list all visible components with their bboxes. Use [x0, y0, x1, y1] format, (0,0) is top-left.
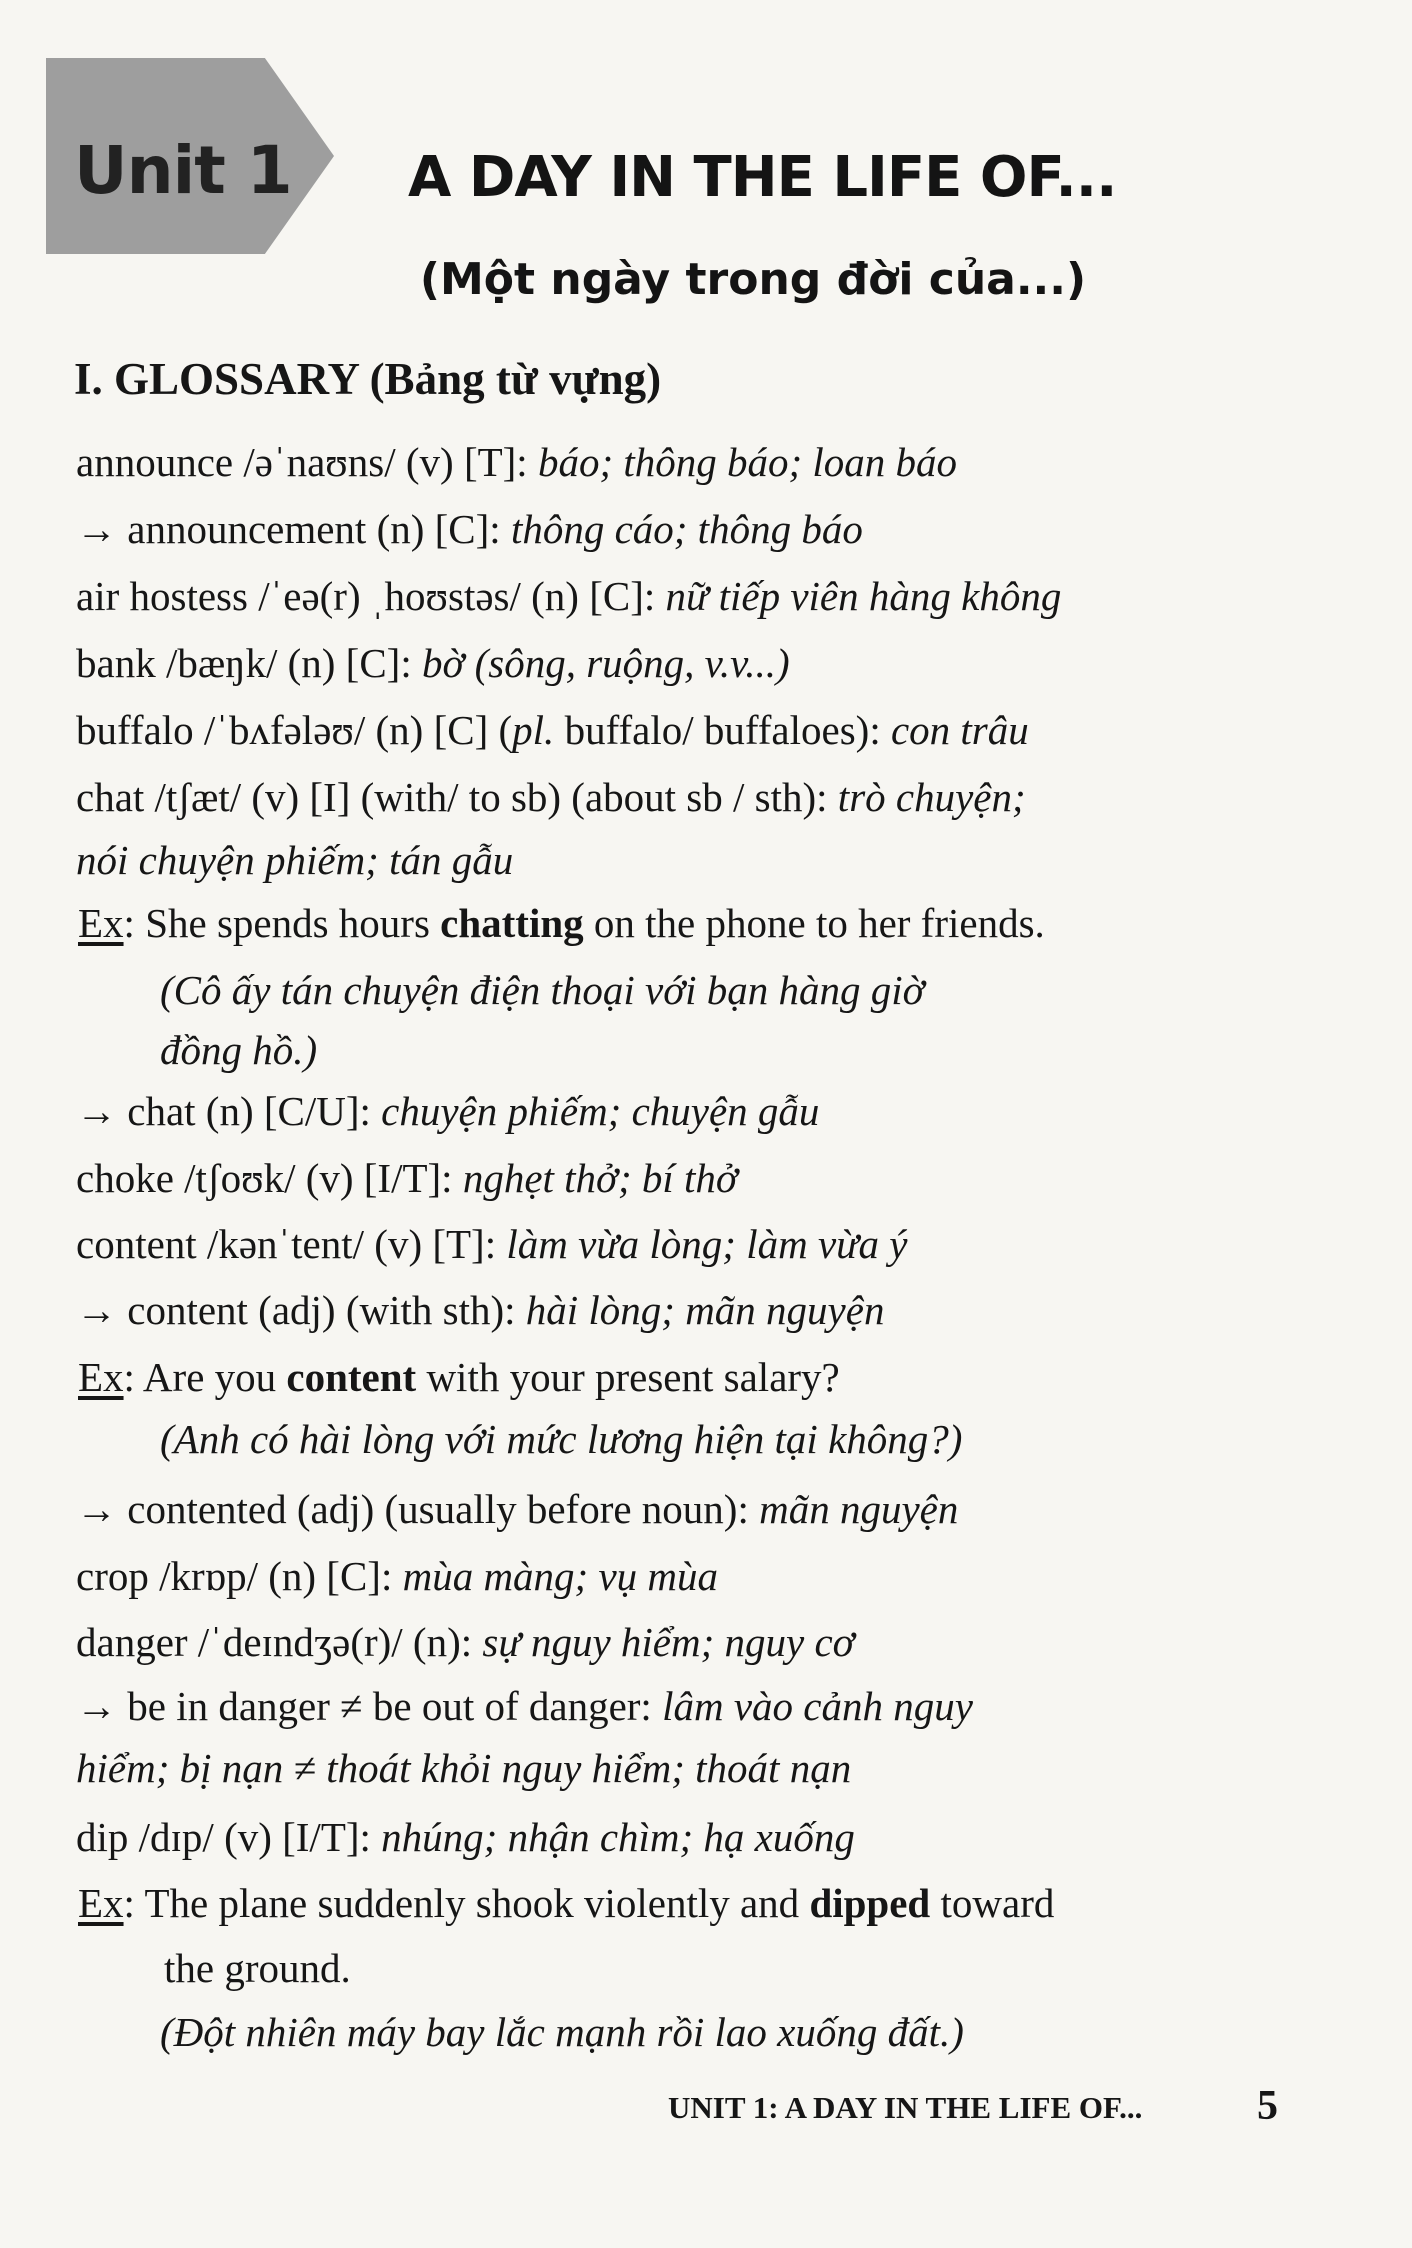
entry-crop: crop /krɒp/ (n) [C]: mùa màng; vụ mùa: [76, 1553, 719, 1599]
example-chat-translation-cont: đồng hồ.): [160, 1027, 318, 1073]
entry-danger: danger /ˈdeɪndʒə(r)/ (n): sự nguy hiểm; nguy cơ: [76, 1619, 855, 1665]
unit-title: A DAY IN THE LIFE OF...: [408, 145, 1117, 210]
entry-bank: bank /bæŋk/ (n) [C]: bờ (sông, ruộng, v.v...): [76, 640, 790, 686]
entry-chat: chat /tʃæt/ (v) [I] (with/ to sb) (about sb / sth): trò chuyện;: [76, 774, 1026, 820]
entry-be-in-danger-cont: hiểm; bị nạn ≠ thoát khỏi nguy hiểm; thoát nạn: [76, 1745, 852, 1791]
entry-announcement: → announcement (n) [C]: thông cáo; thông báo: [76, 506, 863, 552]
example-content-translation: (Anh có hài lòng với mức lương hiện tại không?): [160, 1416, 963, 1462]
example-dip: Ex: The plane suddenly shook violently and dipped toward: [78, 1880, 1055, 1926]
entry-be-in-danger: → be in danger ≠ be out of danger: lâm vào cảnh nguy: [76, 1683, 973, 1729]
example-dip-translation: (Đột nhiên máy bay lắc mạnh rồi lao xuống đất.): [160, 2009, 964, 2055]
entry-content-verb: content /kənˈtent/ (v) [T]: làm vừa lòng; làm vừa ý: [76, 1221, 908, 1267]
entry-air-hostess: air hostess /ˈeə(r) ˌhoʊstəs/ (n) [C]: nữ tiếp viên hàng không: [76, 573, 1062, 619]
unit-label: Unit 1: [74, 132, 292, 209]
unit-subtitle: (Một ngày trong đời của...): [419, 254, 1087, 305]
example-content: Ex: Are you content with your present salary?: [78, 1354, 840, 1400]
example-chat-translation: (Cô ấy tán chuyện điện thoại với bạn hàng giờ: [160, 967, 925, 1013]
entry-dip: dip /dɪp/ (v) [I/T]: nhúng; nhận chìm; hạ xuống: [76, 1814, 855, 1860]
entry-chat-meaning-cont: nói chuyện phiếm; tán gẫu: [76, 837, 514, 883]
section-title: I. GLOSSARY (Bảng từ vựng): [74, 354, 662, 404]
entry-content-adj: → content (adj) (with sth): hài lòng; mãn nguyện: [76, 1287, 885, 1333]
entry-contented: → contented (adj) (usually before noun): mãn nguyện: [76, 1486, 959, 1532]
page-number: 5: [1257, 2083, 1278, 2129]
entry-choke: choke /tʃoʊk/ (v) [I/T]: nghẹt thở; bí thở: [76, 1155, 738, 1201]
entry-buffalo: buffalo /ˈbʌfələʊ/ (n) [C] (pl. buffalo/ buffaloes): con trâu: [76, 707, 1029, 753]
example-chat: Ex: She spends hours chatting on the phone to her friends.: [78, 900, 1045, 946]
example-dip-cont: the ground.: [164, 1945, 351, 1991]
entry-chat-noun: → chat (n) [C/U]: chuyện phiếm; chuyện gẫu: [76, 1088, 820, 1134]
running-footer: UNIT 1: A DAY IN THE LIFE OF...: [668, 2090, 1143, 2125]
entry-announce: announce /əˈnaʊns/ (v) [T]: báo; thông báo; loan báo: [76, 439, 958, 485]
